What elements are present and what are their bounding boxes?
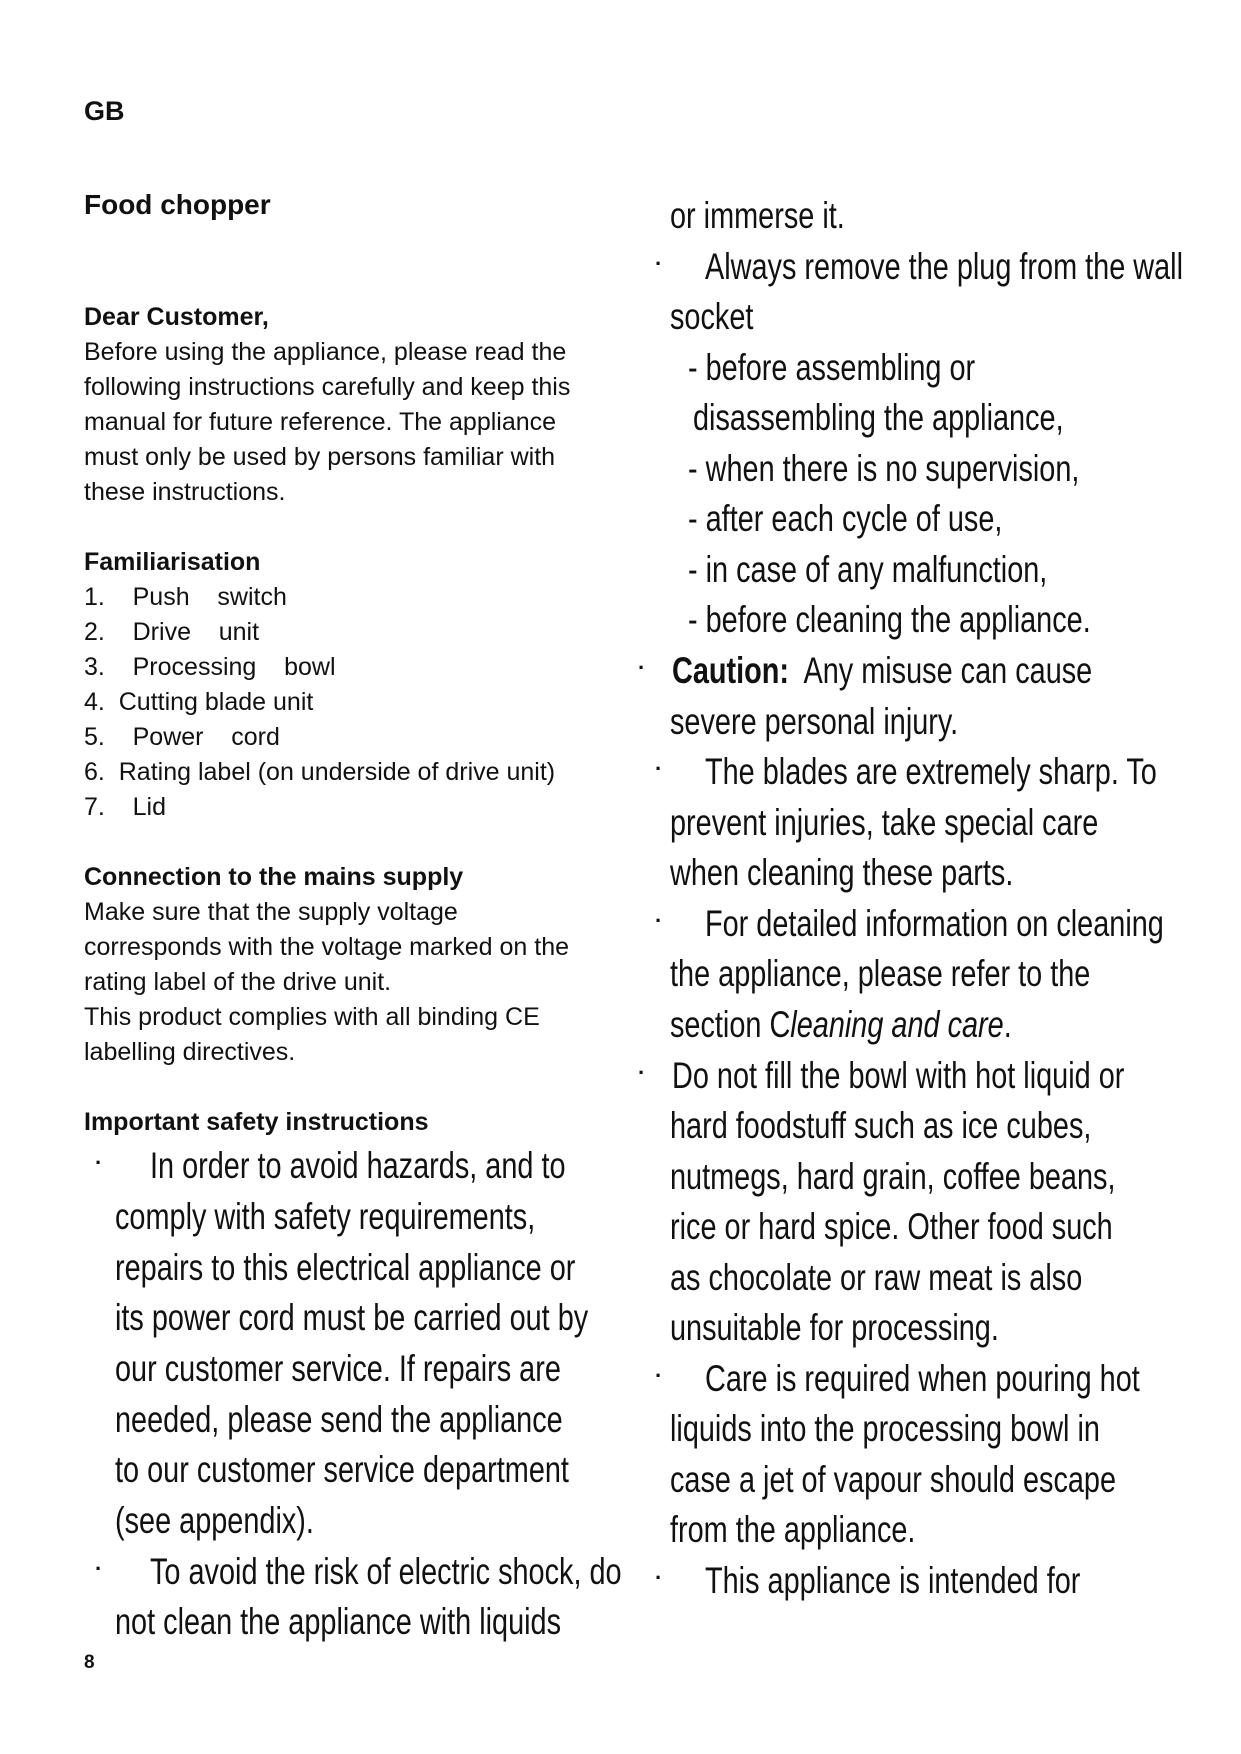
bullet-icon: · <box>655 251 663 276</box>
bullet-icon: · <box>655 908 663 933</box>
mains-line: labelling directives. <box>84 1038 296 1066</box>
safety-line <box>670 999 1012 1050</box>
safety-line: when cleaning these parts. <box>670 852 1014 893</box>
document-title: Food chopper <box>84 189 271 220</box>
bullet-icon: · <box>655 756 663 781</box>
section-ref: leaning and care <box>790 1004 1004 1045</box>
safety-line: case a jet of vapour should escape <box>670 1459 1117 1500</box>
safety-line: Do not fill the bowl with hot liquid or <box>672 1055 1125 1096</box>
bullet-icon: · <box>638 655 646 680</box>
list-item: 7. Lid <box>84 793 166 821</box>
safety-line: comply with safety requirements, <box>115 1196 536 1237</box>
language-code: GB <box>84 96 125 126</box>
caution-line <box>672 645 1092 696</box>
safety-line: liquids into the processing bowl in <box>670 1408 1100 1449</box>
bullet-icon: · <box>95 1150 103 1175</box>
safety-line: socket <box>670 296 754 337</box>
list-item: 2. Drive unit <box>84 618 260 646</box>
list-item: 6. Rating label (on underside of drive unit) <box>84 758 556 786</box>
mains-line: corresponds with the voltage marked on the <box>84 933 569 961</box>
bullet-icon: · <box>655 1363 663 1388</box>
safety-line: nutmegs, hard grain, coffee beans, <box>670 1156 1116 1197</box>
intro-line: Before using the appliance, please read the <box>84 338 567 366</box>
safety-line: This appliance is intended for <box>705 1560 1081 1601</box>
safety-line: disassembling the appliance, <box>693 397 1064 438</box>
mains-line: This product complies with all binding CE <box>84 1003 540 1031</box>
intro-line: following instructions carefully and keep this <box>84 373 571 401</box>
safety-line: the appliance, please refer to the <box>670 953 1091 994</box>
safety-line: - after each cycle of use, <box>688 498 1003 539</box>
caution-label: Caution: <box>672 650 790 691</box>
bullet-icon: · <box>655 1565 663 1590</box>
safety-line: from the appliance. <box>670 1509 916 1550</box>
safety-line: or immerse it. <box>670 195 845 236</box>
safety-line: not clean the appliance with liquids <box>115 1601 562 1642</box>
safety-line: unsuitable for processing. <box>670 1307 999 1348</box>
safety-line: rice or hard spice. Other food such <box>670 1206 1113 1247</box>
safety-line: repairs to this electrical appliance or <box>115 1247 576 1288</box>
safety-line: prevent injuries, take special care <box>670 802 1099 843</box>
safety-line: - before cleaning the appliance. <box>688 599 1091 640</box>
mains-heading: Connection to the mains supply <box>84 863 464 891</box>
list-item: 1. Push switch <box>84 583 287 611</box>
safety-line: - before assembling or <box>688 347 976 388</box>
safety-line: our customer service. If repairs are <box>115 1348 561 1389</box>
list-item: 4. Cutting blade unit <box>84 688 314 716</box>
mains-line: rating label of the drive unit. <box>84 968 392 996</box>
safety-line: The blades are extremely sharp. To <box>705 751 1157 792</box>
intro-line: these instructions. <box>84 478 286 506</box>
list-item: 5. Power cord <box>84 723 280 751</box>
caution-text: Any misuse can cause <box>803 650 1093 691</box>
section-prefix: section C <box>670 1004 791 1045</box>
bullet-icon: · <box>95 1556 103 1581</box>
bullet-icon: · <box>638 1060 646 1085</box>
safety-line: (see appendix). <box>115 1500 314 1541</box>
familiarisation-heading: Familiarisation <box>84 548 261 576</box>
safety-line: severe personal injury. <box>670 701 959 742</box>
safety-line: Always remove the plug from the wall <box>705 246 1183 287</box>
safety-line: For detailed information on cleaning <box>705 903 1164 944</box>
safety-line: to our customer service department <box>115 1449 569 1490</box>
safety-line: needed, please send the appliance <box>115 1399 563 1440</box>
safety-line: In order to avoid hazards, and to <box>150 1145 566 1186</box>
intro-heading: Dear Customer, <box>84 303 269 331</box>
safety-line: To avoid the risk of electric shock, do <box>150 1551 622 1592</box>
safety-line: its power cord must be carried out by <box>115 1297 589 1338</box>
safety-line: hard foodstuff such as ice cubes, <box>670 1105 1092 1146</box>
safety-line: - in case of any malfunction, <box>688 549 1048 590</box>
safety-line: as chocolate or raw meat is also <box>670 1257 1083 1298</box>
intro-line: manual for future reference. The appliance <box>84 408 557 436</box>
safety-line: - when there is no supervision, <box>688 448 1080 489</box>
safety-heading: Important safety instructions <box>84 1108 429 1136</box>
list-item: 3. Processing bowl <box>84 653 336 681</box>
intro-line: must only be used by persons familiar with <box>84 443 556 471</box>
page-number: 8 <box>84 1652 95 1673</box>
safety-line: Care is required when pouring hot <box>705 1358 1140 1399</box>
mains-line: Make sure that the supply voltage <box>84 898 458 926</box>
section-period: . <box>1003 1004 1012 1045</box>
